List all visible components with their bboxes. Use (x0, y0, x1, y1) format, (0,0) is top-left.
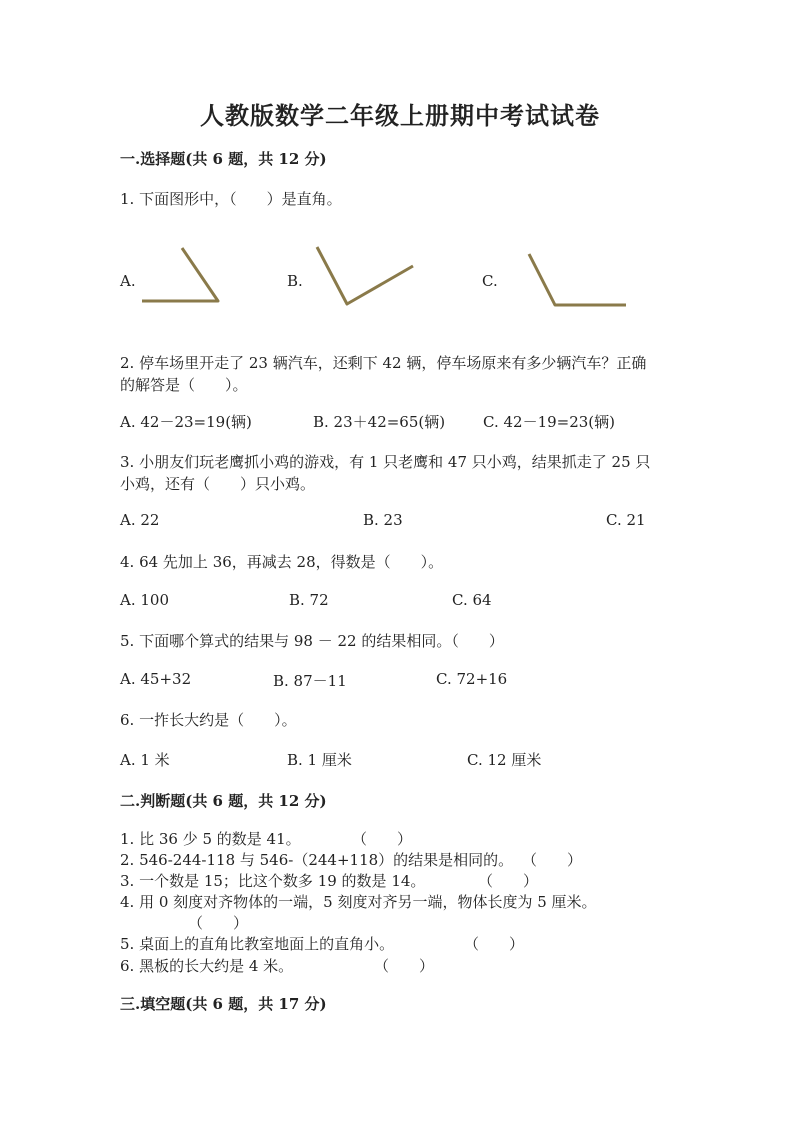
q6-option-a: A. 1 米 (120, 751, 170, 769)
q1-angle-a-figure (140, 246, 222, 306)
q5-option-c: C. 72+16 (436, 670, 508, 688)
q2-option-c: C. 42－19=23(辆) (483, 413, 616, 431)
question-2-line-2: 的解答是（ ）。 (120, 376, 248, 394)
question-3-line-2: 小鸡，还有（ ）只小鸡。 (120, 475, 316, 493)
question-4-text: 4. 64 先加上 36，再减去 28，得数是（ ）。 (120, 553, 444, 571)
question-1-text: 1. 下面图形中，（ ）是直角。 (120, 190, 342, 208)
q2-option-b: B. 23＋42=65(辆) (313, 413, 446, 431)
q3-option-b: B. 23 (363, 511, 403, 529)
judge-3-text: 3. 一个数是 15；比这个数多 19 的数是 14。 (120, 872, 426, 890)
judge-3-answer-paren: （ ） (478, 872, 539, 890)
question-5-text: 5. 下面哪个算式的结果与 98 － 22 的结果相同。（ ） (120, 632, 504, 650)
question-3-line-1: 3. 小朋友们玩老鹰抓小鸡的游戏，有 1 只老鹰和 47 只小鸡，结果抓走了 25 只 (120, 453, 651, 471)
judge-1-text: 1. 比 36 少 5 的数是 41。 (120, 830, 301, 848)
q2-option-a: A. 42－23=19(辆) (120, 413, 252, 431)
judge-1-answer-paren: （ ） (352, 830, 413, 848)
judge-5-text: 5. 桌面上的直角比教室地面上的直角小。 (120, 935, 395, 953)
page-title: 人教版数学二年级上册期中考试试卷 (200, 101, 600, 130)
q3-option-c: C. 21 (606, 511, 646, 529)
judge-6-text: 6. 黑板的长大约是 4 米。 (120, 957, 294, 975)
judge-4-answer-paren: （ ） (188, 914, 249, 932)
section-heading-fill: 三.填空题(共 6 题，共 17 分) (120, 995, 327, 1013)
q1-option-b-label: B. (287, 272, 303, 290)
q1-option-a-label: A. (120, 272, 136, 290)
q6-option-c: C. 12 厘米 (467, 751, 542, 769)
question-6-text: 6. 一拃长大约是（ ）。 (120, 711, 297, 729)
judge-4-text: 4. 用 0 刻度对齐物体的一端，5 刻度对齐另一端，物体长度为 5 厘米。 (120, 893, 597, 911)
q5-option-a: A. 45+32 (120, 670, 192, 688)
q6-option-b: B. 1 厘米 (287, 751, 352, 769)
section-heading-judge: 二.判断题(共 6 题，共 12 分) (120, 792, 327, 810)
section-heading-choice: 一.选择题(共 6 题，共 12 分) (120, 150, 327, 168)
q4-option-a: A. 100 (120, 591, 169, 609)
q1-angle-b-figure (314, 244, 416, 308)
judge-5-answer-paren: （ ） (464, 935, 525, 953)
q1-option-c-label: C. (482, 272, 498, 290)
judge-6-answer-paren: （ ） (374, 957, 435, 975)
question-2-line-1: 2. 停车场里开走了 23 辆汽车，还剩下 42 辆，停车场原来有多少辆汽车？正确 (120, 354, 647, 372)
q5-option-b: B. 87－11 (273, 672, 347, 690)
q4-option-c: C. 64 (452, 591, 492, 609)
q1-angle-c-figure (527, 252, 629, 310)
judge-2-text: 2. 546-244-118 与 546-（244+118）的结果是相同的。 (120, 851, 514, 869)
q3-option-a: A. 22 (120, 511, 160, 529)
q4-option-b: B. 72 (289, 591, 329, 609)
judge-2-answer-paren: （ ） (522, 851, 583, 869)
